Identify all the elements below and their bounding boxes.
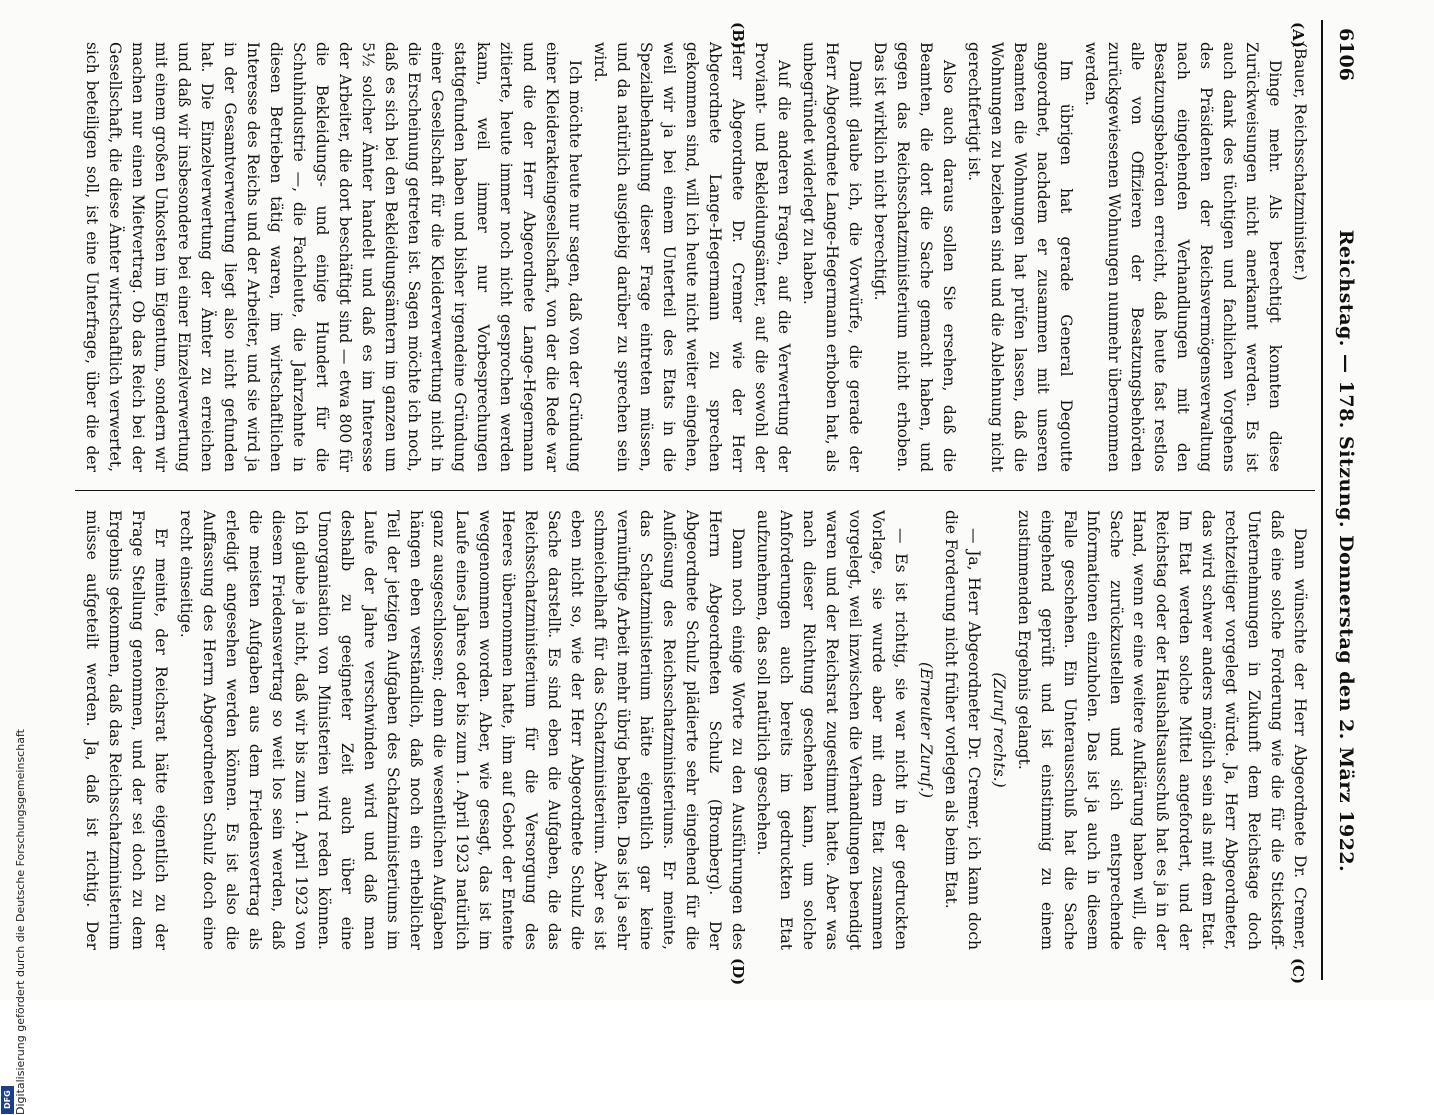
digitization-credit: Digitalisierung gefördert durch die Deutsche Forschungsgemeinschaft bbox=[14, 729, 27, 1115]
paragraph: Dann wünschte der Herr Abgeordnete Dr. Cremer, daß eine solche Forderung wie die für die Stickstoff-Unternehmungen in Zukunft dem Reichstage doch rechtzeitiger vorgelegt würde. Ja, Herr Abgeordneter, das wird schwer anders möglich sein als mit dem Etat. Im Etat werden solche Mittel angefordert, und der Reichstag oder der Haushaltsausschuß hat es ja in der Hand, wenn er eine weitere Aufklärung haben will, die Sache zurückzustellen und sich entsprechende Informationen einzuholen. Das ist ja auch in diesem Falle geschehen. Ein Unterausschuß hat die Sache eingehend geprüft und ist einstimmig zu einem zustimmenden Ergebnis gelangt. bbox=[1015, 510, 1309, 950]
paragraph: Im übrigen hat gerade General Degoutte angeordnet, nachdem er zusammen mit unseren Beamten die Wohnungen hat prüfen lassen, daß die Wohnungen zu beziehen sind und die Ablehnung nicht gerechtfertigt ist. bbox=[965, 42, 1075, 472]
paragraph: (Zuruf rechts.) bbox=[990, 672, 1008, 788]
margin-mark-d: (D) bbox=[729, 958, 747, 986]
digitization-sidebar bbox=[0, 120, 27, 1115]
paragraph: — Es ist richtig, sie war nicht in der gedruckten Vorlage, sie wurde aber mit dem Etat zusammen vorgelegt, weil inzwischen die Verhandlungen beendigt waren und der Reichsrat zugestimmt hatte. Aber was nach dieser Richtung geschehen kann, um solche Anforderungen auch bereits im gedruckten Etat aufzunehmen, das soll natürlich geschehen. bbox=[754, 510, 910, 950]
margin-mark-c: (C) bbox=[1289, 958, 1307, 985]
document-page bbox=[67, 20, 1367, 986]
right-column bbox=[77, 510, 1311, 950]
page-title: Reichstag. — 178. Sitzung. Donnerstag den 2. März 1922. bbox=[1335, 229, 1357, 873]
paragraph: — Ja, Herr Abgeordneter Dr. Cremer, ich kann doch die Forderung nicht früher vorlegen als beim Etat. bbox=[942, 510, 983, 950]
dfg-logo-icon: DFG bbox=[1, 1086, 14, 1114]
paragraph: Dann noch einige Worte zu den Ausführungen des Herrn Abgeordneten Schulz (Bromberg). Der Abgeordnete Schulz plädierte sehr eingehend für die Auflösung des Reichsschatzministeriums. Er meinte, das Schatzministerium hätte eigentlich gar keine vernünftige Arbeit mehr übrig behalten. Das ist ja sehr schmeichelhaft für das Schatzministerium. Aber es ist eben nicht so, wie der Herr Abgeordnete Schulz die Sache darstellt. Es sind eben die Aufgaben, die das Reichsschatzministerium für die Versorgung des Heeres übernommen hatte, ihm auf Gebot der Entente weggenommen worden. Aber, wie gesagt, das ist im Laufe eines Jahres oder bis zum 1. April 1923 natürlich ganz ausgeschlossen; denn die wesentlichen Aufgaben hängen eben verständlich, daß noch ein erheblicher Teil der jetzigen Aufgaben des Schatzministeriums im Laufe der Jahre verschwinden wird und daß man deshalb zu geeigneter Zeit auch über eine Umorganisation von Ministerien wird reden können. Ich glaube ja nicht, daß wir bis zum 1. April 1923 von diesem Friedensvertrag so weit los sein werden, daß die meisten Aufgaben aus dem Friedensvertrag als erledigt angesehen werden können. Es ist also die Auffassung des Herrn Abgeordneten Schulz doch eine recht einseitige. bbox=[177, 510, 747, 950]
paragraph: Auf die anderen Fragen, auf die Verwertung der Proviant- und Bekleidungsämter, auf die sowohl der Herr Abgeordnete Dr. Cremer wie der Herr Abgeordnete Lange-Hegermann zu sprechen gekommen sind, will ich heute nicht weiter eingehen, weil wir ja bei einem Unterteil des Etats in die Spezialbehandlung dieser Frage eintreten müssen, und da natürlich ausgiebig darüber zu sprechen sein wird. bbox=[591, 42, 793, 472]
paragraph: (Erneuter Zuruf.) bbox=[917, 662, 935, 798]
paragraph: Dinge mehr. Als berechtigt konnten diese Zurückweisungen nicht anerkannt werden. Es ist auch dank des tüchtigen und fachlichen Vorgehens des Präsidenten der Reichsvermögensverwaltung nach eingehenden Verhandlungen mit den Besatzungsbehörden erreicht, daß heute fast restlos alle von Offizieren der Besatzungsbehörden zurückgewiesenen Wohnungen nunmehr übernommen werden. bbox=[1082, 42, 1284, 472]
paragraph: Damit glaube ich, die Vorwürfe, die gerade der Herr Abgeordnete Lange-Hegermann erhoben hat, als unbegründet widerlegt zu haben. bbox=[800, 42, 864, 472]
page-header bbox=[1321, 20, 1367, 980]
paragraph: Also auch daraus sollen Sie ersehen, daß die Beamten, die dort die Sache gemacht haben, und gegen das Reichsschatzministerium nicht erhoben. Das ist wirklich nicht berechtigt. bbox=[871, 42, 958, 472]
column-divider bbox=[75, 490, 1315, 491]
paragraph: Ich möchte heute nur sagen, daß von der Gründung einer Kleiderakteingesellschaft, von der die Rede war und die der Herr Abgeordnete Lange-Hegermann zitierte, heute immer noch nicht gesprochen werden kann, weil immer nur Vorbesprechungen stattgefunden haben und bisher irgendeine Gründung einer Gesellschaft für die Kleiderverwertung nicht in die Erscheinung getreten ist. Sagen möchte ich noch, daß es sich bei den Bekleidungsämtern im ganzen um 5½ solcher Ämter handelt und daß es im Interesse der Arbeiter, die dort beschäftigt sind — etwa 800 für die Bekleidungs- und einige Hundert für die Schuhindustrie —, die Fachleute, die Jahrzehnte in diesen Betrieben tätig waren, im wirtschaftlichen Interesse des Reichs und der Arbeiter, und sie wird ja in der Gesamtverwertung liegt also nicht gefunden hat. Die Einzelverwertung der Ämter zu erreichen und daß wir insbesondere bei einer Einzelverwertung mit einem großen Unkosten im Eigentum, sondern wir machen nur einen Mietvertrag. Ob das Reich bei der Gesellschaft, die diese Ämter wirtschaftlich verwertet, sich beteiligen soll, ist eine Unterfrage, über die der bbox=[83, 42, 584, 472]
margin-mark-b: (B) bbox=[729, 22, 747, 49]
left-column bbox=[77, 42, 1311, 472]
paragraph: (Bauer, Reichsschatzminister.) bbox=[1291, 42, 1309, 281]
page-number: 6106 bbox=[1335, 28, 1357, 81]
paragraph: Er meinte, der Reichsrat hätte eigentlich zu der Frage Stellung genommen, und der sei doch zu dem Ergebnis gekommen, daß das Reichsschatzministerium müsse aufgeteilt werden. Ja, daß ist richtig. Der bbox=[83, 510, 170, 950]
margin-mark-a: (A) bbox=[1289, 22, 1307, 48]
